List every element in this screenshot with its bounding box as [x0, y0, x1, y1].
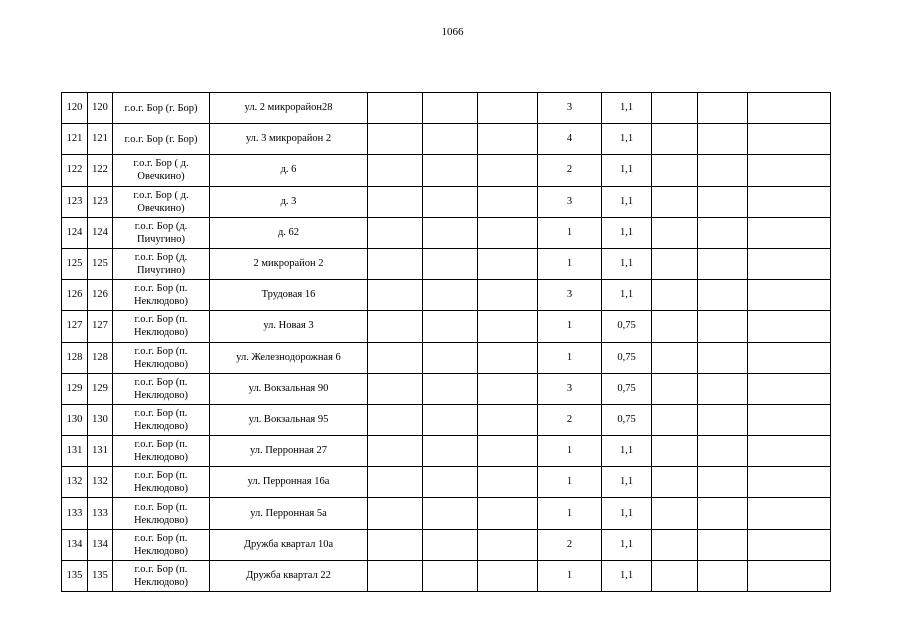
empty-cell — [652, 560, 698, 591]
empty-cell — [478, 342, 538, 373]
row-index-cell: 129 — [88, 373, 113, 404]
row-number-cell: 125 — [62, 248, 88, 279]
row-number-cell: 121 — [62, 124, 88, 155]
settlement-cell: г.о.г. Бор (п. Неклюдово) — [113, 560, 210, 591]
empty-cell — [748, 498, 831, 529]
empty-cell — [423, 373, 478, 404]
settlement-cell: г.о.г. Бор (п. Неклюдово) — [113, 498, 210, 529]
address-cell: ул. Перронная 16а — [210, 467, 368, 498]
count-cell: 1 — [538, 498, 602, 529]
volume-cell: 1,1 — [602, 280, 652, 311]
row-index-cell: 120 — [88, 93, 113, 124]
empty-cell — [423, 560, 478, 591]
empty-cell — [478, 498, 538, 529]
volume-cell: 1,1 — [602, 155, 652, 186]
empty-cell — [652, 311, 698, 342]
table-row — [62, 217, 831, 248]
empty-cell — [478, 248, 538, 279]
empty-cell — [423, 155, 478, 186]
empty-cell — [368, 467, 423, 498]
volume-cell: 0,75 — [602, 404, 652, 435]
row-index-cell: 122 — [88, 155, 113, 186]
settlement-cell: г.о.г. Бор (п. Неклюдово) — [113, 404, 210, 435]
table-row — [62, 529, 831, 560]
empty-cell — [652, 467, 698, 498]
empty-cell — [698, 467, 748, 498]
empty-cell — [652, 342, 698, 373]
table-row — [62, 373, 831, 404]
settlement-cell: г.о.г. Бор (п. Неклюдово) — [113, 467, 210, 498]
empty-cell — [368, 155, 423, 186]
address-cell: д. 62 — [210, 217, 368, 248]
table-row — [62, 467, 831, 498]
empty-cell — [368, 436, 423, 467]
table-row — [62, 186, 831, 217]
empty-cell — [423, 217, 478, 248]
address-cell: д. 3 — [210, 186, 368, 217]
empty-cell — [423, 93, 478, 124]
row-index-cell: 133 — [88, 498, 113, 529]
empty-cell — [748, 342, 831, 373]
volume-cell: 1,1 — [602, 217, 652, 248]
row-number-cell: 129 — [62, 373, 88, 404]
count-cell: 1 — [538, 311, 602, 342]
empty-cell — [423, 342, 478, 373]
volume-cell: 1,1 — [602, 467, 652, 498]
settlement-cell: г.о.г. Бор (п. Неклюдово) — [113, 280, 210, 311]
empty-cell — [748, 217, 831, 248]
empty-cell — [652, 498, 698, 529]
table-row — [62, 93, 831, 124]
row-index-cell: 126 — [88, 280, 113, 311]
row-number-cell: 132 — [62, 467, 88, 498]
empty-cell — [748, 436, 831, 467]
empty-cell — [748, 311, 831, 342]
volume-cell: 1,1 — [602, 248, 652, 279]
address-cell: ул. Вокзальная 95 — [210, 404, 368, 435]
empty-cell — [698, 342, 748, 373]
table-row — [62, 404, 831, 435]
empty-cell — [748, 467, 831, 498]
count-cell: 2 — [538, 529, 602, 560]
row-number-cell: 122 — [62, 155, 88, 186]
row-index-cell: 131 — [88, 436, 113, 467]
empty-cell — [698, 436, 748, 467]
empty-cell — [423, 436, 478, 467]
row-number-cell: 120 — [62, 93, 88, 124]
empty-cell — [478, 436, 538, 467]
empty-cell — [368, 342, 423, 373]
table-row — [62, 436, 831, 467]
row-number-cell: 126 — [62, 280, 88, 311]
empty-cell — [748, 155, 831, 186]
empty-cell — [652, 186, 698, 217]
empty-cell — [698, 529, 748, 560]
settlement-cell: г.о.г. Бор (д. Пичугино) — [113, 248, 210, 279]
address-cell: Трудовая 16 — [210, 280, 368, 311]
empty-cell — [423, 280, 478, 311]
row-number-cell: 135 — [62, 560, 88, 591]
empty-cell — [423, 404, 478, 435]
empty-cell — [423, 529, 478, 560]
row-index-cell: 134 — [88, 529, 113, 560]
row-index-cell: 123 — [88, 186, 113, 217]
count-cell: 2 — [538, 155, 602, 186]
address-cell: Дружба квартал 22 — [210, 560, 368, 591]
address-cell: д. 6 — [210, 155, 368, 186]
row-index-cell: 130 — [88, 404, 113, 435]
count-cell: 3 — [538, 93, 602, 124]
empty-cell — [748, 560, 831, 591]
volume-cell: 1,1 — [602, 186, 652, 217]
row-number-cell: 127 — [62, 311, 88, 342]
settlement-cell: г.о.г. Бор (п. Неклюдово) — [113, 436, 210, 467]
empty-cell — [368, 529, 423, 560]
settlement-cell: г.о.г. Бор (г. Бор) — [113, 124, 210, 155]
address-cell: ул. Перронная 5а — [210, 498, 368, 529]
empty-cell — [698, 373, 748, 404]
row-number-cell: 128 — [62, 342, 88, 373]
empty-cell — [698, 404, 748, 435]
address-cell: ул. 2 микрорайон28 — [210, 93, 368, 124]
count-cell: 3 — [538, 186, 602, 217]
empty-cell — [478, 373, 538, 404]
empty-cell — [478, 280, 538, 311]
empty-cell — [478, 217, 538, 248]
row-index-cell: 128 — [88, 342, 113, 373]
empty-cell — [368, 217, 423, 248]
volume-cell: 1,1 — [602, 436, 652, 467]
empty-cell — [652, 404, 698, 435]
empty-cell — [748, 280, 831, 311]
count-cell: 4 — [538, 124, 602, 155]
empty-cell — [748, 186, 831, 217]
settlement-cell: г.о.г. Бор (п. Неклюдово) — [113, 529, 210, 560]
volume-cell: 0,75 — [602, 373, 652, 404]
empty-cell — [748, 248, 831, 279]
empty-cell — [748, 93, 831, 124]
settlement-cell: г.о.г. Бор (п. Неклюдово) — [113, 311, 210, 342]
count-cell: 2 — [538, 404, 602, 435]
volume-cell: 1,1 — [602, 93, 652, 124]
empty-cell — [698, 124, 748, 155]
volume-cell: 1,1 — [602, 529, 652, 560]
count-cell: 1 — [538, 560, 602, 591]
volume-cell: 1,1 — [602, 560, 652, 591]
empty-cell — [423, 186, 478, 217]
empty-cell — [478, 404, 538, 435]
table-body — [62, 93, 831, 592]
empty-cell — [423, 248, 478, 279]
settlement-cell: г.о.г. Бор (п. Неклюдово) — [113, 342, 210, 373]
empty-cell — [423, 311, 478, 342]
empty-cell — [652, 155, 698, 186]
count-cell: 1 — [538, 342, 602, 373]
settlement-cell: г.о.г. Бор (г. Бор) — [113, 93, 210, 124]
table-row — [62, 124, 831, 155]
volume-cell: 1,1 — [602, 498, 652, 529]
empty-cell — [368, 248, 423, 279]
table-row — [62, 498, 831, 529]
count-cell: 1 — [538, 436, 602, 467]
count-cell: 1 — [538, 248, 602, 279]
address-cell: ул. Железнодорожная 6 — [210, 342, 368, 373]
empty-cell — [423, 498, 478, 529]
registry-table — [61, 92, 831, 592]
table-row — [62, 560, 831, 591]
count-cell: 1 — [538, 217, 602, 248]
address-cell: Дружба квартал 10а — [210, 529, 368, 560]
row-index-cell: 125 — [88, 248, 113, 279]
empty-cell — [748, 124, 831, 155]
address-cell: 2 микрорайон 2 — [210, 248, 368, 279]
empty-cell — [652, 93, 698, 124]
empty-cell — [652, 529, 698, 560]
empty-cell — [423, 124, 478, 155]
empty-cell — [478, 560, 538, 591]
row-index-cell: 124 — [88, 217, 113, 248]
volume-cell: 1,1 — [602, 124, 652, 155]
empty-cell — [698, 248, 748, 279]
empty-cell — [698, 93, 748, 124]
settlement-cell: г.о.г. Бор (д. Пичугино) — [113, 217, 210, 248]
table-row — [62, 280, 831, 311]
empty-cell — [368, 373, 423, 404]
settlement-cell: г.о.г. Бор (п. Неклюдово) — [113, 373, 210, 404]
volume-cell: 0,75 — [602, 342, 652, 373]
empty-cell — [478, 186, 538, 217]
row-number-cell: 134 — [62, 529, 88, 560]
row-index-cell: 127 — [88, 311, 113, 342]
empty-cell — [368, 311, 423, 342]
empty-cell — [478, 124, 538, 155]
page-number: 1066 — [441, 26, 464, 38]
empty-cell — [478, 529, 538, 560]
count-cell: 3 — [538, 280, 602, 311]
address-cell: ул. Вокзальная 90 — [210, 373, 368, 404]
row-number-cell: 123 — [62, 186, 88, 217]
empty-cell — [652, 436, 698, 467]
empty-cell — [478, 93, 538, 124]
address-cell: ул. Новая 3 — [210, 311, 368, 342]
row-number-cell: 131 — [62, 436, 88, 467]
empty-cell — [652, 248, 698, 279]
row-index-cell: 121 — [88, 124, 113, 155]
empty-cell — [368, 93, 423, 124]
count-cell: 1 — [538, 467, 602, 498]
row-number-cell: 130 — [62, 404, 88, 435]
empty-cell — [368, 186, 423, 217]
empty-cell — [368, 280, 423, 311]
row-number-cell: 124 — [62, 217, 88, 248]
empty-cell — [368, 124, 423, 155]
empty-cell — [652, 373, 698, 404]
empty-cell — [478, 467, 538, 498]
empty-cell — [698, 186, 748, 217]
address-cell: ул. Перронная 27 — [210, 436, 368, 467]
empty-cell — [368, 404, 423, 435]
volume-cell: 0,75 — [602, 311, 652, 342]
table-row — [62, 248, 831, 279]
row-index-cell: 135 — [88, 560, 113, 591]
empty-cell — [652, 280, 698, 311]
row-number-cell: 133 — [62, 498, 88, 529]
table-row — [62, 155, 831, 186]
empty-cell — [748, 373, 831, 404]
empty-cell — [368, 560, 423, 591]
address-cell: ул. 3 микрорайон 2 — [210, 124, 368, 155]
empty-cell — [698, 311, 748, 342]
count-cell: 3 — [538, 373, 602, 404]
empty-cell — [423, 467, 478, 498]
empty-cell — [698, 560, 748, 591]
empty-cell — [748, 529, 831, 560]
settlement-cell: г.о.г. Бор ( д. Овечкино) — [113, 155, 210, 186]
row-index-cell: 132 — [88, 467, 113, 498]
empty-cell — [698, 280, 748, 311]
empty-cell — [748, 404, 831, 435]
empty-cell — [652, 217, 698, 248]
settlement-cell: г.о.г. Бор ( д. Овечкино) — [113, 186, 210, 217]
empty-cell — [368, 498, 423, 529]
empty-cell — [652, 124, 698, 155]
empty-cell — [698, 217, 748, 248]
table-row — [62, 311, 831, 342]
empty-cell — [698, 155, 748, 186]
empty-cell — [478, 311, 538, 342]
empty-cell — [698, 498, 748, 529]
empty-cell — [478, 155, 538, 186]
table-row — [62, 342, 831, 373]
